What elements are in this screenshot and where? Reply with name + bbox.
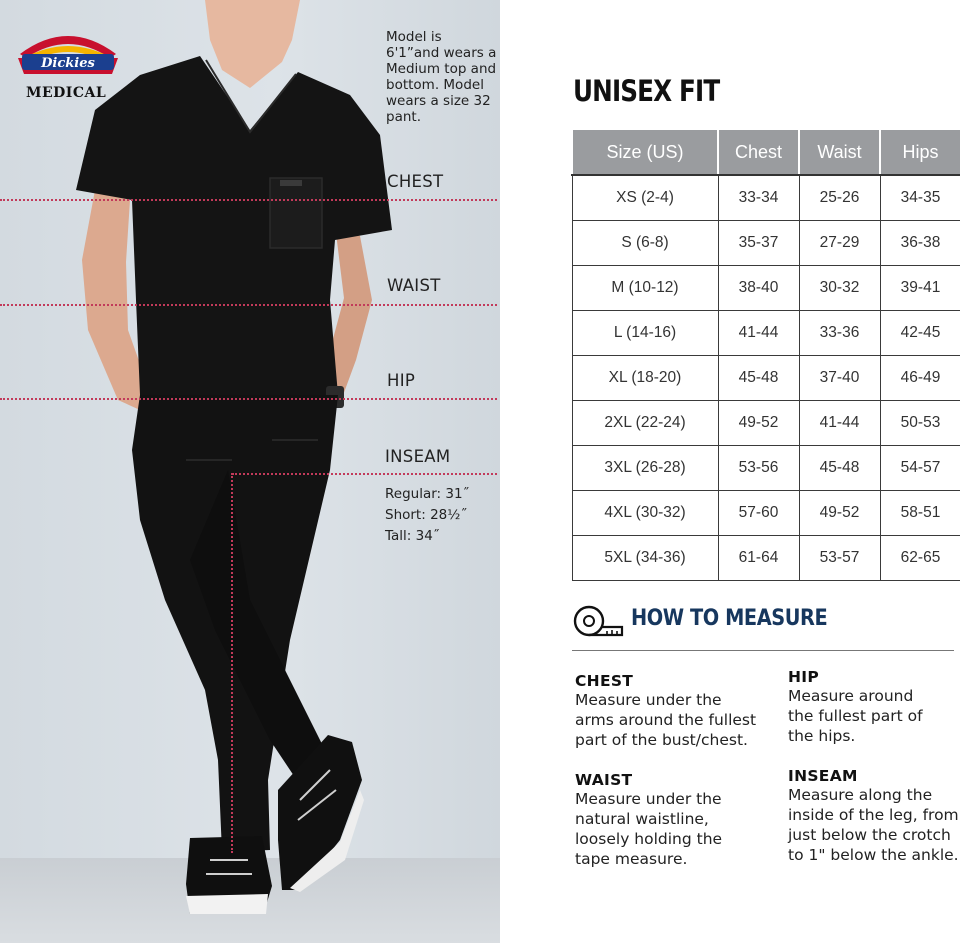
cell-size: S (6-8) [572,221,718,266]
measure-text-line: the hips. [788,727,856,745]
measure-text-line: tape measure. [575,850,688,868]
cell-hips: 58-51 [880,491,960,536]
table-row [572,266,960,311]
cell-size: L (14-16) [572,311,718,356]
inseam-guide-line [232,473,497,475]
waist-label: WAIST [387,276,441,295]
measure-text-line: Measure under the [575,790,722,808]
cell-hips: 46-49 [880,356,960,401]
measure-text-line: Measure under the [575,691,722,709]
cell-size: 2XL (22-24) [572,401,718,446]
cell-size: 3XL (26-28) [572,446,718,491]
column-header-hips: Hips [880,129,960,175]
cell-size: XS (2-4) [572,175,718,221]
cell-hips: 62-65 [880,536,960,581]
measure-heading: INSEAM [788,767,858,785]
measure-heading: CHEST [575,672,634,690]
table-row [572,311,960,356]
waist-guide-line [0,304,497,306]
measure-heading: HIP [788,668,819,686]
cell-chest: 49-52 [718,401,799,446]
table-row [572,446,960,491]
table-row [572,356,960,401]
cell-size: M (10-12) [572,266,718,311]
hip-label: HIP [387,371,416,390]
table-row [572,175,960,221]
cell-waist: 53-57 [799,536,880,581]
cell-chest: 35-37 [718,221,799,266]
measure-text-line: arms around the fullest [575,711,757,729]
cell-chest: 45-48 [718,356,799,401]
column-header-chest: Chest [718,129,799,175]
table-row [572,221,960,266]
cell-waist: 25-26 [799,175,880,221]
cell-hips: 54-57 [880,446,960,491]
cell-hips: 36-38 [880,221,960,266]
column-header-waist: Waist [799,129,880,175]
cell-waist: 27-29 [799,221,880,266]
measure-text-line: to 1" below the ankle. [788,846,959,864]
measure-chest-block [575,672,756,750]
cell-waist: 37-40 [799,356,880,401]
cell-chest: 33-34 [718,175,799,221]
cell-hips: 42-45 [880,311,960,356]
measure-text-line: part of the bust/chest. [575,731,748,749]
cell-waist: 45-48 [799,446,880,491]
measure-text-line: loosely holding the [575,830,723,848]
section-divider [572,650,954,651]
inseam-tall: Tall: 34˝ [385,528,440,544]
measure-text-line: just below the crotch [788,826,951,844]
cell-waist: 41-44 [799,401,880,446]
cell-chest: 61-64 [718,536,799,581]
cell-waist: 49-52 [799,491,880,536]
size-chart-table [571,128,960,581]
cell-chest: 53-56 [718,446,799,491]
cell-hips: 39-41 [880,266,960,311]
table-row [572,401,960,446]
cell-size: 4XL (30-32) [572,491,718,536]
inseam-regular: Regular: 31˝ [385,486,470,502]
how-to-measure-title: HOW TO MEASURE [631,606,828,631]
cell-size: XL (18-20) [572,356,718,401]
table-row [572,491,960,536]
cell-waist: 30-32 [799,266,880,311]
cell-hips: 34-35 [880,175,960,221]
hip-guide-line [0,398,497,400]
measure-text-line: Measure around [788,687,914,705]
model-note: Model is 6'1”and wears a Medium top and bottom. Model wears a size 32 pant. [386,29,497,125]
measure-text-line: the fullest part of [788,707,923,725]
measure-inseam-block [788,767,959,865]
inseam-vertical-guide [231,473,233,853]
cell-chest: 57-60 [718,491,799,536]
cell-size: 5XL (34-36) [572,536,718,581]
measure-text-line: Measure along the [788,786,933,804]
table-header-row [572,129,960,175]
table-row [572,536,960,581]
size-chart-title: UNISEX FIT [573,74,720,108]
chest-guide-line [0,199,497,201]
measure-heading: WAIST [575,771,633,789]
measure-text-line: inside of the leg, from [788,806,959,824]
cell-chest: 38-40 [718,266,799,311]
logo-subtitle: MEDICAL [26,85,107,101]
column-header-size: Size (US) [572,129,718,175]
inseam-sizes [385,484,469,547]
measure-text-line: natural waistline, [575,810,709,828]
measure-hip-block [788,668,923,746]
measure-waist-block [575,771,722,869]
inseam-short: Short: 28½˝ [385,507,468,523]
cell-chest: 41-44 [718,311,799,356]
chest-label: CHEST [387,172,444,191]
inseam-label: INSEAM [385,447,451,466]
cell-hips: 50-53 [880,401,960,446]
logo-text: Dickies [41,56,95,71]
cell-waist: 33-36 [799,311,880,356]
tape-measure-icon [572,604,624,638]
dickies-logo [14,24,122,78]
